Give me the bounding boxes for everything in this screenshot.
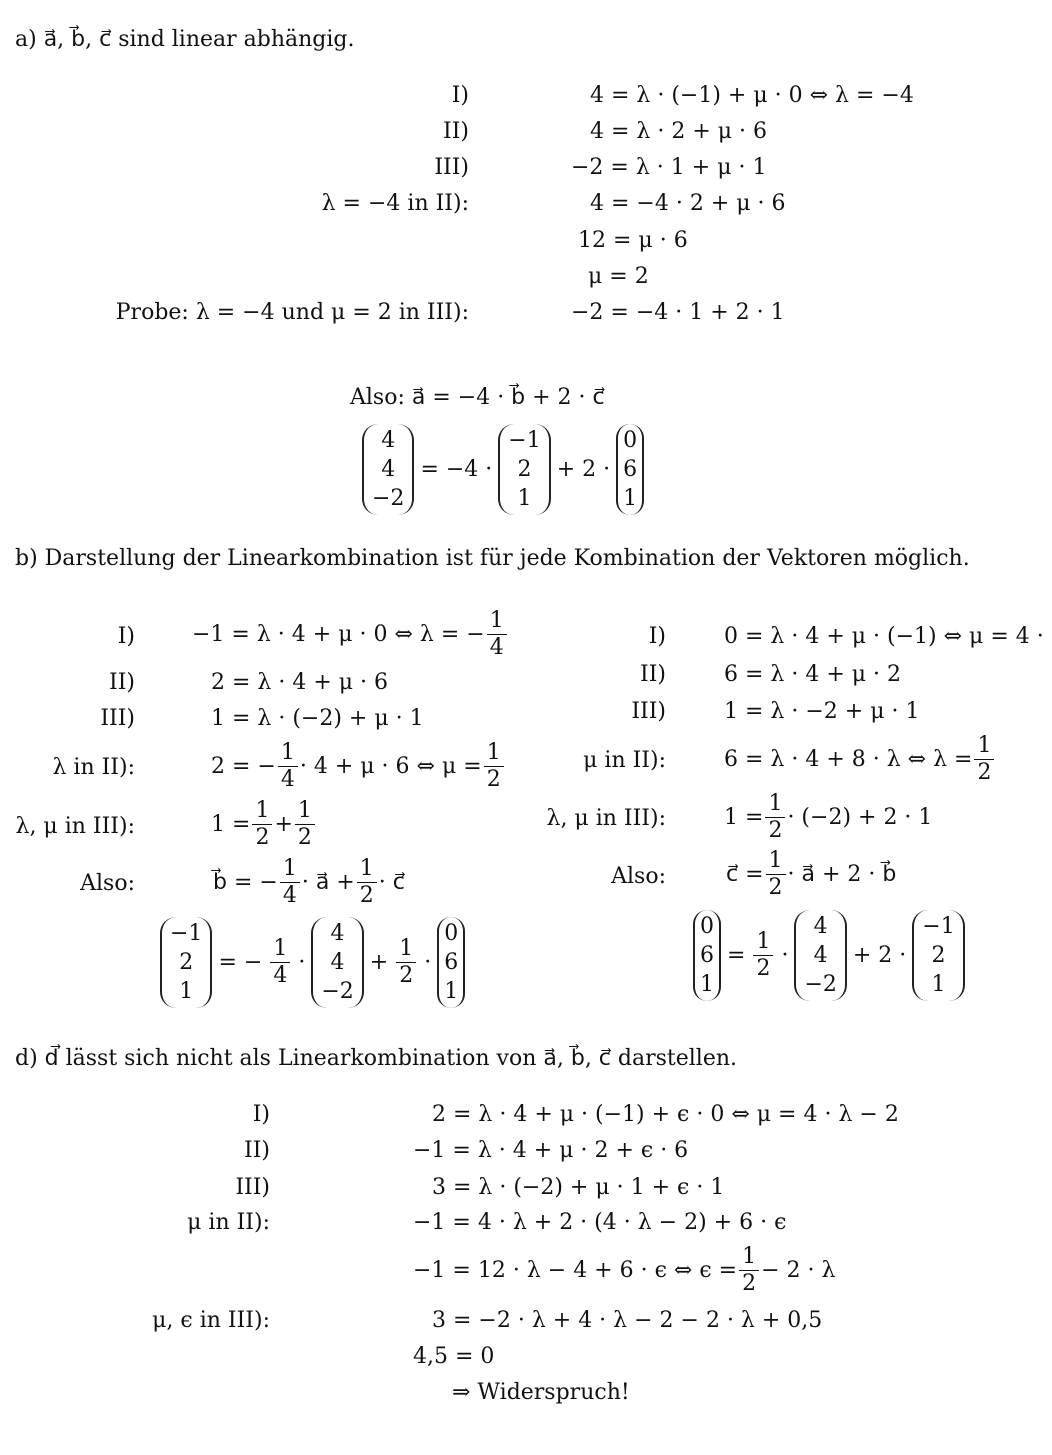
- equation-b-right-5: 1 = $\frac{1}{2}$ · (−2) + 2 · 1: [724, 791, 933, 843]
- vector-equation-b-right: 0 6 1 = $\frac{1}{2}$ · 4 4 −2 + 2 · −1 2 1: [693, 910, 965, 1001]
- equation-b-right-6: c⃗ = $\frac{1}{2}$ · a⃗ + 2 · b⃗: [726, 848, 897, 900]
- label-b-left-2: II): [109, 670, 135, 695]
- equation-a-7: −2 = −4 · 1 + 2 · 1: [571, 300, 785, 325]
- equation-a-6: μ = 2: [588, 264, 649, 289]
- vector-a-b: −1 2 1: [498, 424, 550, 515]
- vector-a-c: 0 6 1: [616, 424, 644, 515]
- heading-part-d: d) d⃗ lässt sich nicht als Linearkombination von a⃗, b⃗, c⃗ darstellen.: [15, 1046, 738, 1071]
- vector-b-right-lhs: 0 6 1: [693, 910, 721, 1001]
- label-d-4: μ in II):: [187, 1210, 270, 1235]
- equation-a-1: 4 = λ · (−1) + μ · 0 ⇔ λ = −4: [590, 83, 914, 108]
- vector-b-left-c: 0 6 1: [437, 917, 465, 1008]
- equation-b-right-4: 6 = λ · 4 + 8 · λ ⇔ λ = $\frac{1}{2}$: [724, 733, 996, 786]
- label-a-3: III): [434, 155, 469, 180]
- equation-b-right-3: 1 = λ · −2 + μ · 1: [724, 699, 920, 724]
- equation-b-left-5: 1 = $\frac{1}{2}$ + $\frac{1}{2}$: [211, 798, 317, 851]
- label-d-6: μ, ϵ in III):: [152, 1308, 270, 1333]
- label-a-1: I): [451, 83, 469, 108]
- vector-equation-b-left: −1 2 1 = − $\frac{1}{4}$ · 4 4 −2 + $\frac{1}{2}$ · 0 6 1: [160, 917, 465, 1008]
- heading-part-a: a) a⃗, b⃗, c⃗ sind linear abhängig.: [15, 27, 355, 52]
- equation-b-left-4: 2 = − $\frac{1}{4}$ · 4 + μ · 6 ⇔ μ = $\frac{1}{2}$: [211, 740, 506, 793]
- label-b-left-5: λ, μ in III):: [15, 814, 135, 839]
- label-b-left-1: I): [117, 624, 135, 649]
- equation-a-3: −2 = λ · 1 + μ · 1: [571, 155, 767, 180]
- vector-b-right-b: −1 2 1: [912, 910, 964, 1001]
- equation-d-7: 4,5 = 0: [413, 1344, 495, 1369]
- equation-d-4: −1 = 4 · λ + 2 · (4 · λ − 2) + 6 · ϵ: [413, 1210, 787, 1235]
- label-b-left-4: λ in II):: [52, 755, 135, 780]
- equation-b-left-6: b⃗ = − $\frac{1}{4}$ · a⃗ + $\frac{1}{2}$ · c⃗: [213, 856, 405, 908]
- coef-a-2: + 2 ·: [556, 457, 611, 482]
- equation-a-4: 4 = −4 · 2 + μ · 6: [590, 191, 786, 216]
- conclusion-d: ⇒ Widerspruch!: [452, 1380, 630, 1405]
- equation-b-right-2: 6 = λ · 4 + μ · 2: [724, 662, 902, 687]
- label-b-right-1: I): [648, 624, 666, 649]
- heading-part-b: b) Darstellung der Linearkombination ist für jede Kombination der Vektoren möglich.: [15, 546, 970, 571]
- label-a-7: Probe: λ = −4 und μ = 2 in III):: [115, 300, 469, 325]
- label-d-2: II): [244, 1138, 270, 1163]
- equation-b-left-1: −1 = λ · 4 + μ · 0 ⇔ λ = − $\frac{1}{4}$: [192, 608, 509, 661]
- label-b-right-4: μ in II):: [583, 748, 666, 773]
- equation-b-right-1: 0 = λ · 4 + μ · (−1) ⇔ μ = 4 ·: [724, 624, 1044, 649]
- equation-a-2: 4 = λ · 2 + μ · 6: [590, 119, 768, 144]
- label-a-4: λ = −4 in II):: [321, 191, 469, 216]
- coef-a-1: = −4 ·: [420, 457, 493, 482]
- label-b-right-5: λ, μ in III):: [546, 806, 666, 831]
- equation-d-5: −1 = 12 · λ − 4 + 6 · ϵ ⇔ ϵ = $\frac{1}{2}$ − 2 · λ: [413, 1244, 836, 1296]
- label-b-left-3: III): [100, 706, 135, 731]
- equation-d-2: −1 = λ · 4 + μ · 2 + ϵ · 6: [413, 1138, 689, 1163]
- vector-equation-a: [362, 424, 644, 515]
- label-b-right-3: III): [631, 699, 666, 724]
- label-b-right-2: II): [640, 662, 666, 687]
- equation-d-1: 2 = λ · 4 + μ · (−1) + ϵ · 0 ⇔ μ = 4 · λ − 2: [432, 1102, 899, 1127]
- vector-a-lhs: 4 4 −2: [362, 424, 414, 515]
- equation-d-3: 3 = λ · (−2) + μ · 1 + ϵ · 1: [432, 1175, 725, 1200]
- vector-b-right-a: 4 4 −2: [794, 910, 846, 1001]
- equation-b-left-2: 2 = λ · 4 + μ · 6: [211, 670, 389, 695]
- conclusion-a: Also: a⃗ = −4 · b⃗ + 2 · c⃗: [350, 385, 605, 410]
- vector-b-left-lhs: −1 2 1: [160, 917, 212, 1008]
- label-a-2: II): [443, 119, 469, 144]
- vector-b-left-a: 4 4 −2: [311, 917, 363, 1008]
- label-d-3: III): [235, 1175, 270, 1200]
- equation-a-5: 12 = μ · 6: [578, 228, 688, 253]
- equation-d-6: 3 = −2 · λ + 4 · λ − 2 − 2 · λ + 0,5: [432, 1308, 823, 1333]
- label-b-right-6: Also:: [611, 864, 666, 889]
- equation-b-left-3: 1 = λ · (−2) + μ · 1: [211, 706, 424, 731]
- label-d-1: I): [252, 1102, 270, 1127]
- label-b-left-6: Also:: [80, 871, 135, 896]
